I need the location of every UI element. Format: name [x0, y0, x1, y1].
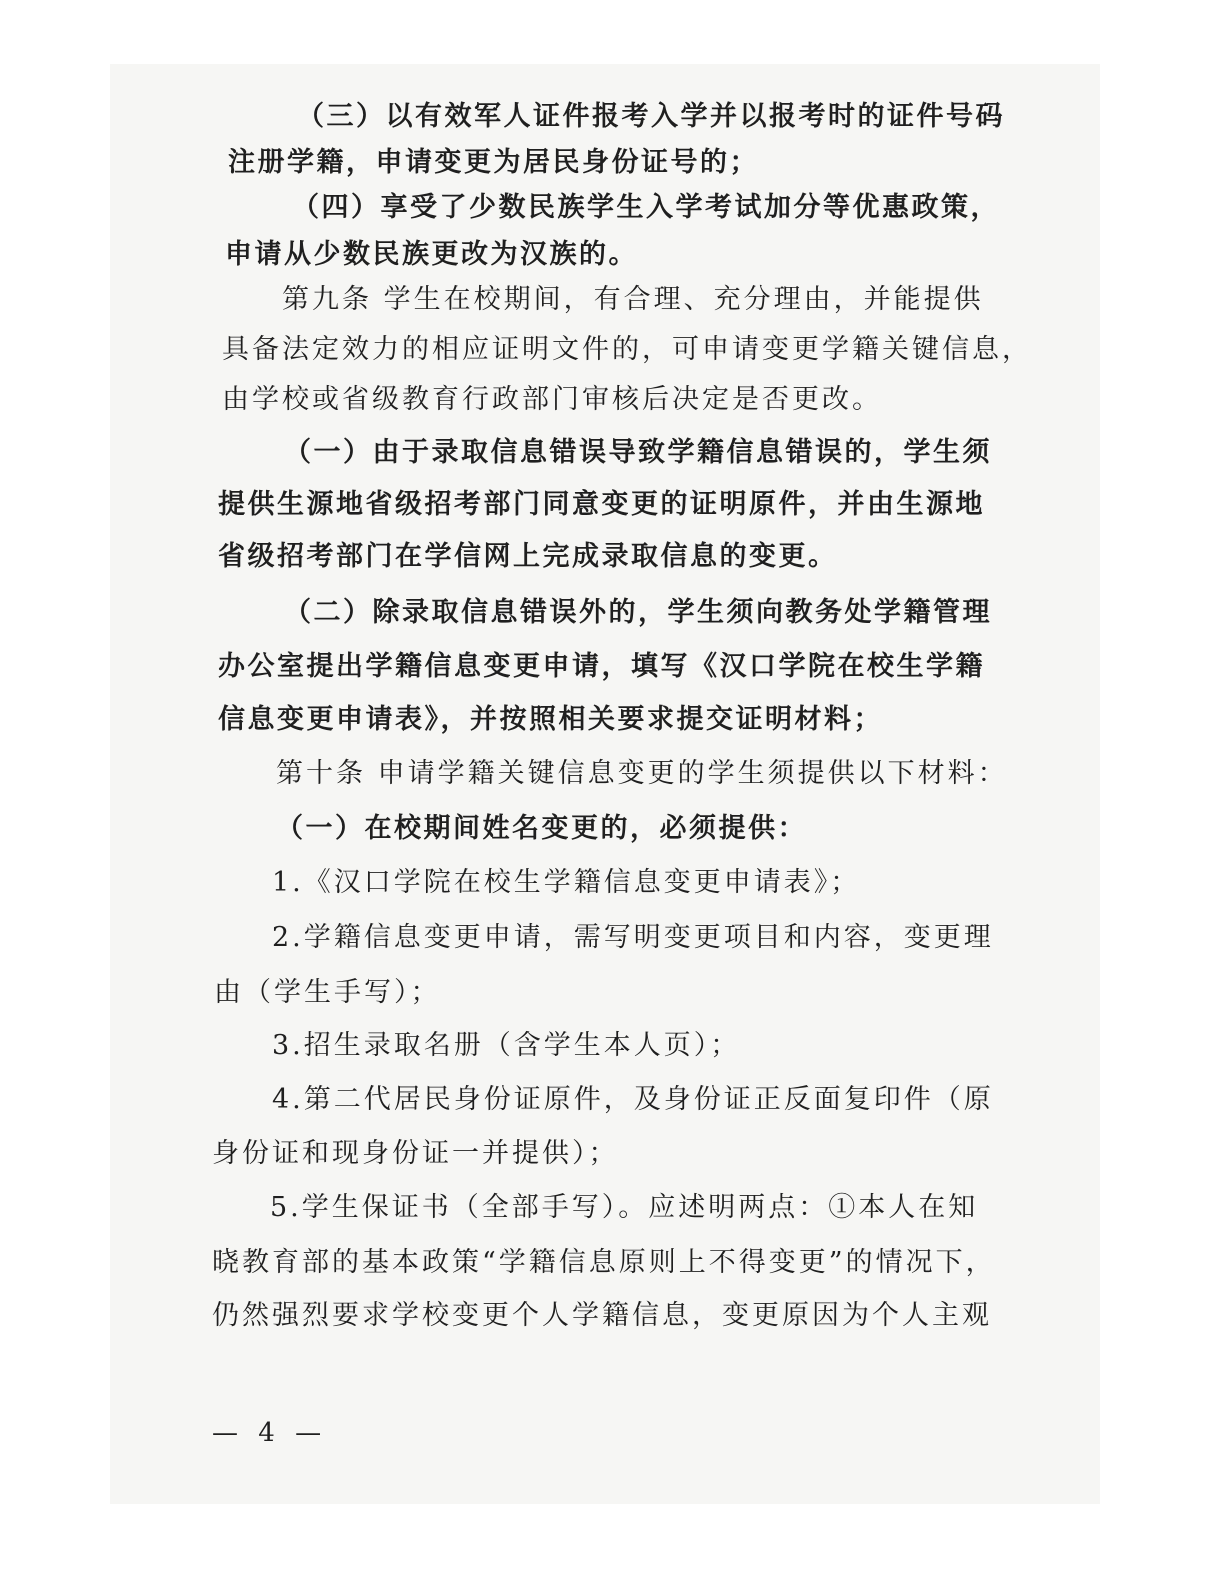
text-line: 具备法定效力的相应证明文件的，可申请变更学籍关键信息，: [222, 334, 1032, 365]
text-line: 3.招生录取名册（含学生本人页）；: [272, 1030, 741, 1061]
text-line: 4.第二代居民身份证原件，及身份证正反面复印件（原: [272, 1084, 994, 1115]
text-line: 身份证和现身份证一并提供）；: [212, 1138, 619, 1169]
text-line: 由（学生手写）；: [214, 977, 441, 1008]
page-number: — 4 —: [212, 1418, 328, 1448]
text-line: 提供生源地省级招考部门同意变更的证明原件，并由生源地: [218, 489, 985, 520]
text-line: 仍然强烈要求学校变更个人学籍信息，变更原因为个人主观: [212, 1300, 992, 1331]
text-line: 信息变更申请表》，并按照相关要求提交证明材料；: [218, 704, 883, 735]
text-line: 晓教育部的基本政策“学籍信息原则上不得变更”的情况下，: [212, 1247, 996, 1278]
text-line: 第九条 学生在校期间，有合理、充分理由，并能提供: [282, 284, 984, 315]
text-line: 办公室提出学籍信息变更申请，填写《汉口学院在校生学籍: [218, 651, 985, 682]
text-line: 省级招考部门在学信网上完成录取信息的变更。: [218, 541, 838, 572]
text-line: 2.学籍信息变更申请，需写明变更项目和内容，变更理: [272, 922, 994, 953]
text-line: 5.学生保证书（全部手写）。应述明两点：①本人在知: [270, 1192, 979, 1223]
text-line: （一）在校期间姓名变更的，必须提供：: [276, 813, 807, 844]
text-line: 1.《汉口学院在校生学籍信息变更申请表》；: [272, 867, 861, 898]
text-line: 注册学籍，申请变更为居民身份证号的；: [228, 147, 759, 178]
text-line: 第十条 申请学籍关键信息变更的学生须提供以下材料：: [276, 758, 1008, 789]
text-line: （三）以有效军人证件报考入学并以报考时的证件号码: [297, 101, 1005, 132]
text-line: 由学校或省级教育行政部门审核后决定是否更改。: [222, 384, 882, 415]
text-line: （四）享受了少数民族学生入学考试加分等优惠政策，: [292, 192, 1000, 223]
text-line: （一）由于录取信息错误导致学籍信息错误的，学生须: [284, 437, 992, 468]
text-line: （二）除录取信息错误外的，学生须向教务处学籍管理: [284, 597, 992, 628]
text-line: 申请从少数民族更改为汉族的。: [225, 239, 638, 270]
